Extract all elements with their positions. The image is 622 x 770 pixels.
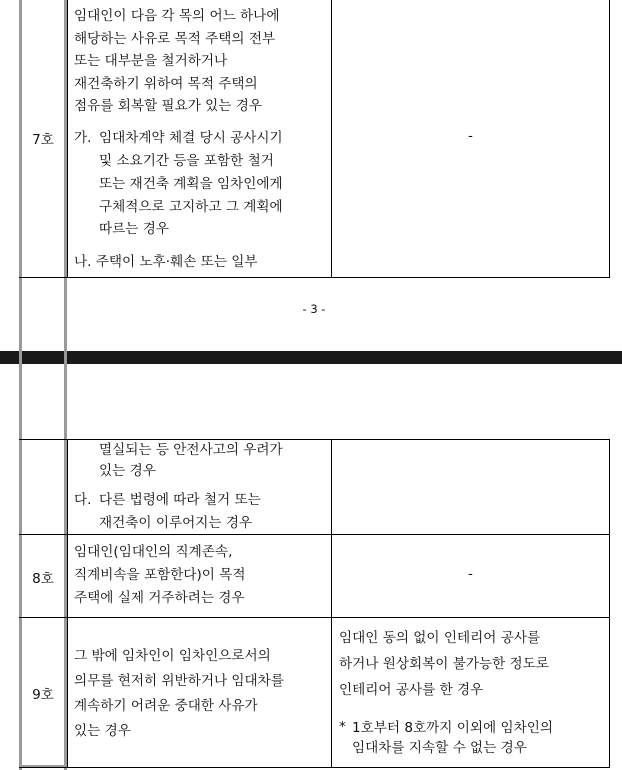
item-marker: 다. (74, 492, 92, 508)
table-vline (67, 0, 68, 278)
row7-item-na: 나. 주택이 노후·훼손 또는 일부 (74, 254, 258, 270)
text-line: 인테리어 공사를 한 경우 (339, 682, 484, 698)
row-number-7: 7호 (32, 132, 54, 148)
highlight-column-left-edge (19, 351, 22, 364)
text-line: 또는 대부분을 철거하거나 (74, 53, 228, 69)
text-line: 임대인이 다음 각 목의 어느 하나에 (74, 8, 280, 24)
text-line: 임대인 동의 없이 인테리어 공사를 (339, 630, 541, 646)
note-marker: * (339, 719, 346, 735)
text-line: 임대인(임대인의 직계존속, (74, 544, 233, 560)
row7-right-dash: - (468, 128, 473, 144)
table-vline (609, 0, 610, 278)
text-line: 1호부터 8호까지 이외에 임차인의 (352, 720, 553, 736)
text-line: 다른 법령에 따라 철거 또는 (99, 492, 261, 508)
text-line: 및 소요기간 등을 포함한 철거 (99, 153, 274, 169)
text-line: 그 밖에 임차인이 임차인으로서의 (74, 648, 271, 664)
page-break-bar (0, 351, 622, 364)
text-line: 멸실되는 등 안전사고의 우려가 (99, 442, 283, 458)
text-line: 있는 경우 (99, 463, 156, 479)
page-number: - 3 - (302, 302, 326, 316)
text-line: 임대차를 지속할 수 없는 경우 (352, 740, 527, 756)
text-line: 점유를 회복할 필요가 있는 경우 (74, 98, 262, 114)
row8-right-dash: - (468, 566, 473, 582)
text-line: 재건축이 이루어지는 경우 (99, 515, 253, 531)
text-line: 재건축하기 위하여 목적 주택의 (74, 76, 258, 92)
table-hline (19, 277, 610, 278)
text-line: 따르는 경우 (99, 221, 169, 237)
row-number-9: 9호 (32, 687, 54, 703)
text-line: 계속하기 어려운 중대한 사유가 (74, 698, 258, 714)
text-line: 임대차계약 체결 당시 공사시기 (99, 130, 283, 146)
text-line: 구체적으로 고지하고 그 계획에 (99, 199, 283, 215)
highlight-column-right-edge (64, 351, 67, 364)
text-line: 있는 경우 (74, 723, 131, 739)
text-line: 직계비속을 포함한다)이 목적 (74, 567, 246, 583)
table-hline (19, 617, 610, 618)
text-line: 주택에 실제 거주하려는 경우 (74, 590, 245, 606)
text-line: 의무를 현저히 위반하거나 임대차를 (74, 673, 284, 689)
text-line: 또는 재건축 계획을 임차인에게 (99, 176, 283, 192)
text-line: 해당하는 사유로 목적 주택의 전부 (74, 31, 276, 47)
table-vline (609, 439, 610, 768)
table-vline (67, 439, 68, 768)
row-number-8: 8호 (32, 571, 54, 587)
table-vline (331, 439, 332, 768)
table-hline (19, 534, 610, 535)
table-hline (19, 767, 610, 768)
text-line: 하거나 원상회복이 불가능한 정도로 (339, 656, 549, 672)
highlight-column-left-edge (19, 0, 22, 770)
item-marker: 가. (74, 130, 92, 146)
